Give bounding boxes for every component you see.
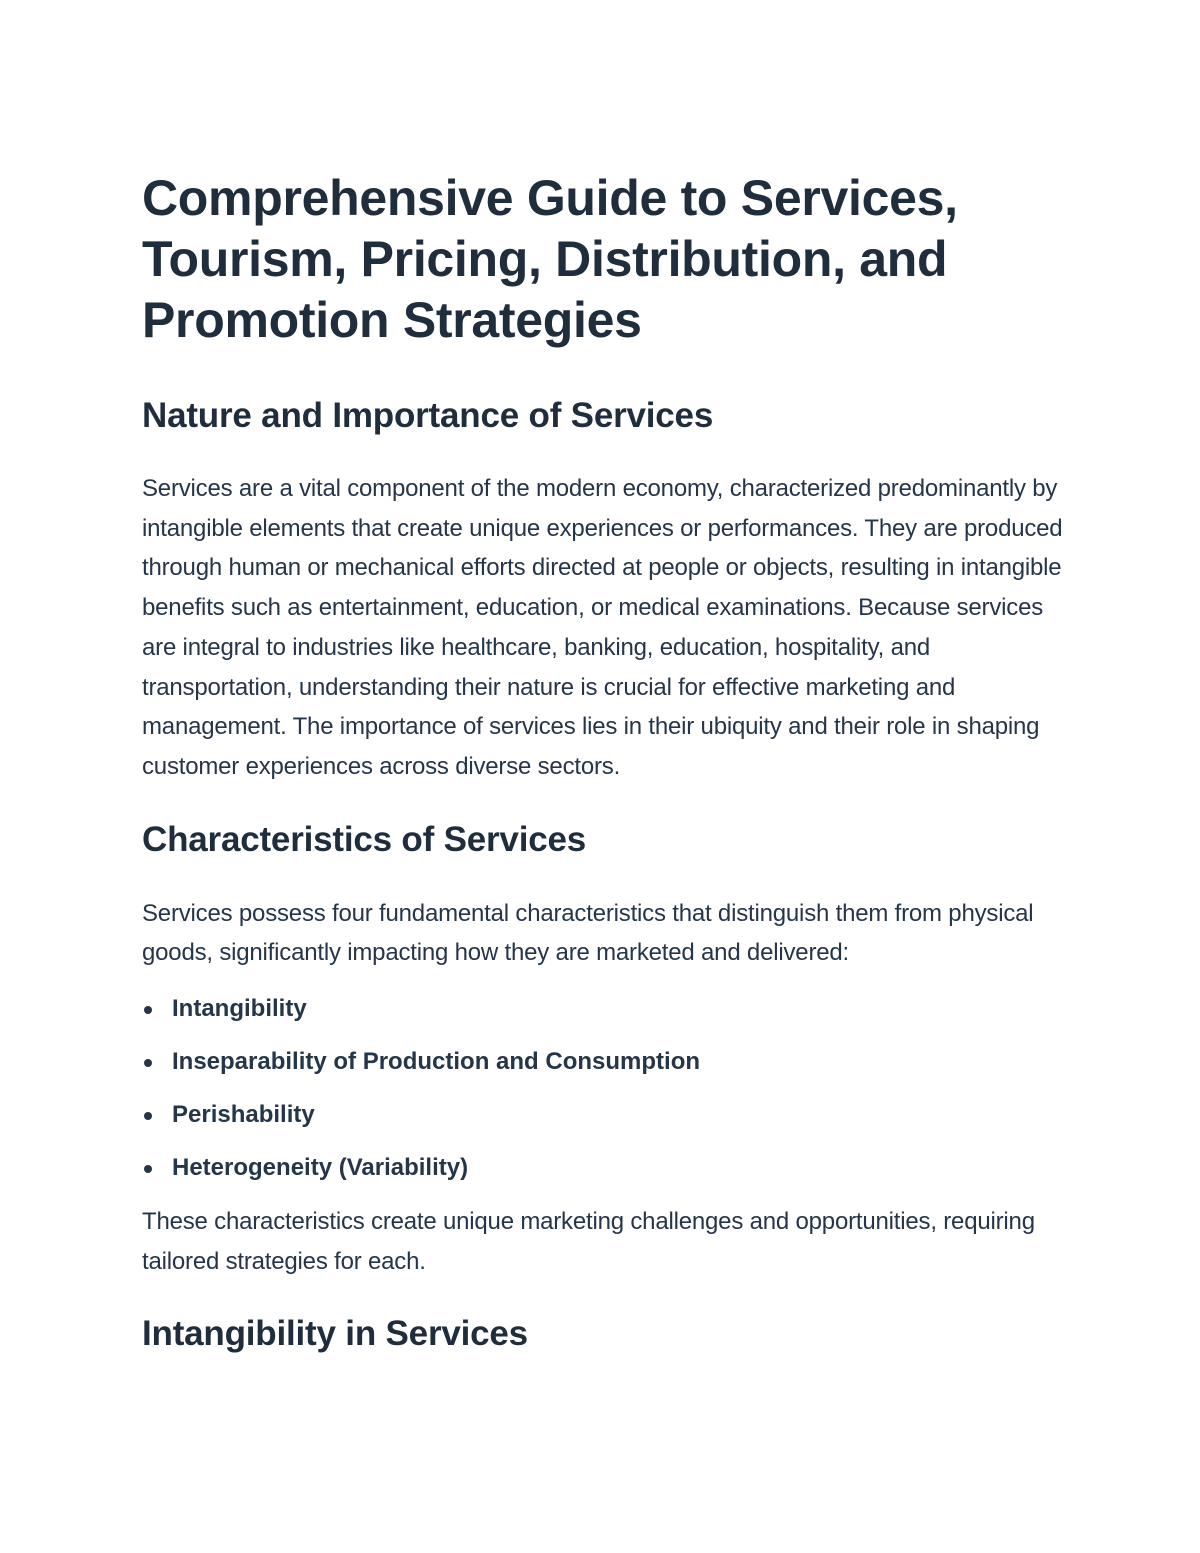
list-item <box>142 1099 1072 1152</box>
section-intro-characteristics: Services possess four fundamental characteristics that distinguish them from physical goods, significantly impacting how they are marketed and delivered: <box>142 899 1034 967</box>
document-title: Comprehensive Guide to Services, Tourism, Pricing, Distribution, and Promotion Strategies <box>142 170 958 348</box>
characteristics-list <box>142 993 1072 1205</box>
list-item <box>142 993 1072 1046</box>
section-paragraph-nature: Services are a vital component of the modern economy, characterized predominantly by intangible elements that create unique experiences or performances. They are produced through human or mechanical efforts directed at people or objects, resulting in intangible benefits such as entertainment, education, or medical examinations. Because services are integral to industries like healthcare, banking, education, hospitality, and transportation, understanding their nature is crucial for effective marketing and management. The importance of services lies in their ubiquity and their role in shaping customer experiences across diverse sectors. <box>142 475 1063 780</box>
bullet-icon <box>144 1165 152 1173</box>
list-item <box>142 1152 1072 1205</box>
list-item-label: Intangibility <box>172 995 307 1023</box>
document-page <box>142 168 1072 1356</box>
bullet-icon <box>144 1059 152 1067</box>
bullet-icon <box>144 1112 152 1120</box>
list-item <box>142 1046 1072 1099</box>
section-heading-characteristics: Characteristics of Services <box>142 819 587 859</box>
section-heading-nature: Nature and Importance of Services <box>142 396 714 435</box>
list-item-label: Perishability <box>172 1101 315 1129</box>
section-heading-intangibility: Intangibility in Services <box>142 1314 528 1354</box>
bullet-icon <box>144 1006 152 1014</box>
section-outro-characteristics: These characteristics create unique marketing challenges and opportunities, requiring tailored strategies for each. <box>142 1208 1035 1275</box>
list-item-label: Inseparability of Production and Consumption <box>172 1048 701 1076</box>
list-item-label: Heterogeneity (Variability) <box>172 1154 469 1182</box>
